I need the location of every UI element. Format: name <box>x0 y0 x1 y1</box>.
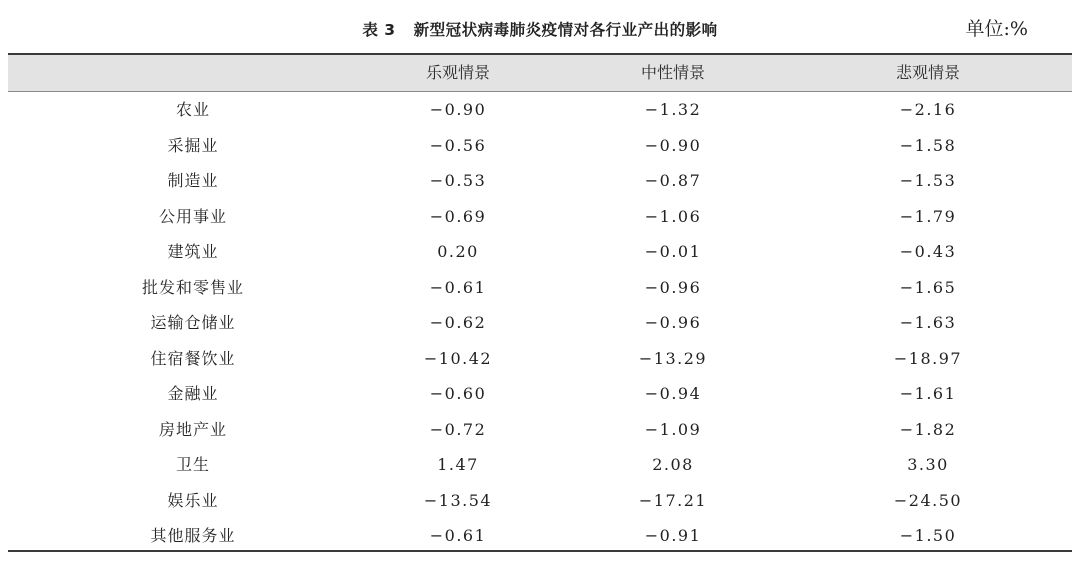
optimistic-value: −0.60 <box>429 384 487 403</box>
neutral-value: −1.09 <box>644 419 702 439</box>
optimistic-value: −0.72 <box>429 419 487 439</box>
table-row <box>8 270 1072 306</box>
pessimistic-value: −2.16 <box>899 100 957 119</box>
pessimistic-value: −24.50 <box>893 490 963 510</box>
header-optimistic: 乐观情景 <box>425 63 490 82</box>
optimistic-value: 1.47 <box>437 455 479 474</box>
optimistic-value: −0.62 <box>429 313 487 332</box>
optimistic-value: −0.61 <box>429 526 487 545</box>
industry-name: 制造业 <box>167 171 219 190</box>
table-row <box>8 305 1072 341</box>
pessimistic-value: −0.43 <box>899 242 957 261</box>
optimistic-value: −13.54 <box>423 490 493 510</box>
neutral-value: −17.21 <box>638 490 708 510</box>
industry-name: 其他服务业 <box>150 526 236 545</box>
optimistic-value: −0.69 <box>429 206 487 226</box>
optimistic-value: −0.61 <box>429 277 487 297</box>
pessimistic-value: −1.61 <box>899 384 957 403</box>
optimistic-value: −10.42 <box>423 348 493 368</box>
neutral-value: −0.87 <box>644 171 702 190</box>
header-pessimistic: 悲观情景 <box>895 63 960 82</box>
industry-name: 运输仓储业 <box>150 313 236 332</box>
industry-name: 农业 <box>175 100 210 119</box>
industry-name: 采掘业 <box>167 135 219 155</box>
neutral-value: 2.08 <box>652 455 694 474</box>
industry-name: 金融业 <box>167 384 219 403</box>
table-row <box>8 163 1072 199</box>
table-row <box>8 92 1072 128</box>
neutral-value: −1.32 <box>644 100 702 119</box>
industry-name: 建筑业 <box>167 242 219 261</box>
table-header <box>8 55 1072 92</box>
table-title: 新型冠状病毒肺炎疫情对各行业产出的影响 <box>413 21 718 39</box>
optimistic-value: 0.20 <box>437 242 479 261</box>
industry-name: 住宿餐饮业 <box>150 348 236 368</box>
header-neutral: 中性情景 <box>640 63 705 82</box>
industry-name: 公用事业 <box>158 206 227 226</box>
neutral-value: −13.29 <box>638 348 708 368</box>
pessimistic-value: 3.30 <box>907 455 949 474</box>
neutral-value: −0.01 <box>644 242 702 261</box>
pessimistic-value: −1.53 <box>899 171 957 190</box>
bottom-rule <box>8 550 1072 552</box>
pessimistic-value: −1.63 <box>899 313 957 332</box>
table-body <box>8 92 1072 554</box>
neutral-value: −0.96 <box>644 313 702 332</box>
neutral-value: −1.06 <box>644 206 702 226</box>
table-row <box>8 199 1072 235</box>
pessimistic-value: −1.50 <box>899 526 957 545</box>
table-row <box>8 518 1072 554</box>
industry-name: 房地产业 <box>158 419 227 439</box>
header-industry <box>128 55 258 91</box>
table-row <box>8 412 1072 448</box>
neutral-value: −0.94 <box>644 384 702 403</box>
table-row <box>8 234 1072 270</box>
table-row <box>8 447 1072 483</box>
unit-label: 单位:% <box>965 18 1028 40</box>
table-row <box>8 483 1072 519</box>
table-caption-row <box>0 0 1080 50</box>
pessimistic-value: −1.79 <box>899 206 957 226</box>
optimistic-value: −0.53 <box>429 171 487 190</box>
optimistic-value: −0.90 <box>429 100 487 119</box>
table-caption <box>0 18 1080 40</box>
pessimistic-value: −18.97 <box>893 348 963 368</box>
neutral-value: −0.96 <box>644 277 702 297</box>
optimistic-value: −0.56 <box>429 135 487 155</box>
table-row <box>8 341 1072 377</box>
pessimistic-value: −1.58 <box>899 135 957 155</box>
neutral-value: −0.91 <box>644 526 702 545</box>
neutral-value: −0.90 <box>644 135 702 155</box>
pessimistic-value: −1.82 <box>899 419 957 439</box>
industry-name: 批发和零售业 <box>141 277 244 297</box>
table-row <box>8 376 1072 412</box>
industry-name: 卫生 <box>175 455 210 474</box>
table-row <box>8 128 1072 164</box>
table-number: 表 3 <box>362 21 396 39</box>
pessimistic-value: −1.65 <box>899 277 957 297</box>
industry-name: 娱乐业 <box>167 490 219 510</box>
